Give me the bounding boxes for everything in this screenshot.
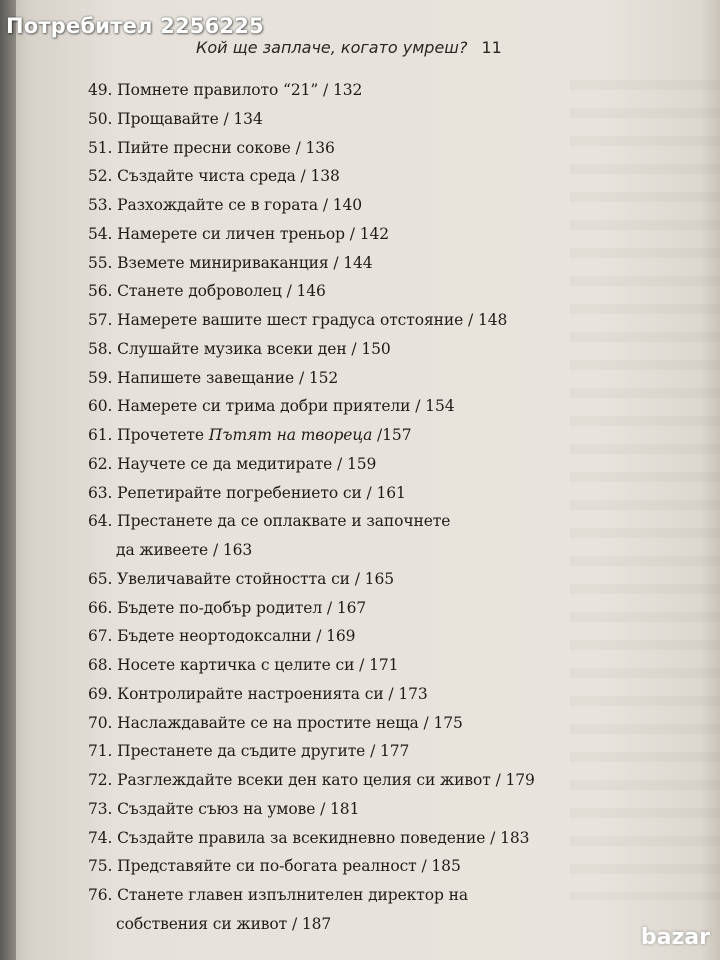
toc-entry-continuation: собствения си живот / 187 <box>116 914 332 933</box>
toc-entry <box>88 450 648 479</box>
running-head <box>196 38 502 57</box>
toc-entry <box>88 594 648 623</box>
toc-entry <box>88 766 648 795</box>
user-watermark: Потребител 2256225 <box>6 14 264 38</box>
toc-entry-text: 65. Увеличавайте стойността си / 165 <box>88 569 394 588</box>
toc-entry <box>88 622 648 651</box>
toc-entry-text: 75. Представяйте си по-богата реалност / 185 <box>88 857 461 876</box>
toc-entry-text: 66. Бъдете по-добър родител / 167 <box>88 598 367 617</box>
toc-entry-text: 71. Престанете да съдите другите / 177 <box>88 742 410 761</box>
toc-entry-text: 57. Намерете вашите шест градуса отстояние / 148 <box>88 311 508 329</box>
toc-entry-text: 63. Репетирайте погребението си / 161 <box>88 483 406 502</box>
toc-entry-text: 58. Слушайте музика всеки ден / 150 <box>88 339 391 358</box>
toc-entry-text: 69. Контролирайте настроенията си / 173 <box>88 684 428 703</box>
toc-entry <box>88 76 648 105</box>
toc-entry <box>88 335 648 364</box>
toc-entry-text: 54. Намерете си личен треньор / 142 <box>88 224 389 243</box>
toc-entry-text: 74. Създайте правила за всекидневно поведение / 183 <box>88 828 530 847</box>
toc-entry-text: 64. Престанете да се оплаквате и започнете <box>88 512 451 531</box>
toc-entry <box>88 134 648 163</box>
toc-entry <box>88 651 648 680</box>
toc-entry-text: 67. Бъдете неортодоксални / 169 <box>88 627 356 646</box>
toc-entry <box>88 306 648 335</box>
toc-entry-text: 49. Помнете правилото “21” / 132 <box>88 81 363 99</box>
toc-entry <box>88 277 648 306</box>
toc-entry-italic-title: Пътят на твореца <box>208 426 373 444</box>
toc-entry <box>88 565 648 594</box>
toc-entry <box>88 162 648 191</box>
toc-entry-text: 51. Пийте пресни сокове / 136 <box>88 138 335 157</box>
toc-entry-text: 70. Наслаждавайте се на простите неща / 175 <box>88 713 463 732</box>
toc-entry <box>88 364 648 393</box>
page-number: 11 <box>481 38 502 57</box>
toc-entry-text: 68. Носете картичка с целите си / 171 <box>88 656 399 674</box>
toc-entry-text: 60. Намерете си трима добри приятели / 154 <box>88 397 455 416</box>
toc-entry-text: 59. Напишете завещание / 152 <box>88 368 339 387</box>
toc-entry <box>88 881 648 939</box>
toc-entry-text: 53. Разхождайте се в гората / 140 <box>88 196 363 214</box>
toc-entry <box>88 105 648 134</box>
toc-entry-text: 72. Разглеждайте всеки ден като целия си живот / 179 <box>88 771 535 789</box>
toc-entry <box>88 421 648 450</box>
toc-entry-text: 52. Създайте чиста среда / 138 <box>88 167 340 186</box>
toc-entry-page: /157 <box>372 426 412 444</box>
toc-entry-text: 62. Научете се да медитирате / 159 <box>88 454 377 473</box>
toc-entry <box>88 507 648 565</box>
toc-entry <box>88 737 648 766</box>
toc-entry <box>88 795 648 824</box>
toc-entry <box>88 191 648 220</box>
table-of-contents <box>88 76 648 939</box>
toc-entry-text: 50. Прощавайте / 134 <box>88 109 263 128</box>
toc-entry <box>88 220 648 249</box>
toc-entry <box>88 709 648 738</box>
toc-entry <box>88 392 648 421</box>
toc-entry-continuation: да живеете / 163 <box>116 541 253 559</box>
book-spine-shadow <box>0 0 16 960</box>
toc-entry-text: 56. Станете доброволец / 146 <box>88 282 326 301</box>
toc-entry <box>88 680 648 709</box>
toc-entry-text: 61. Прочетете <box>88 426 209 444</box>
toc-entry-text: 55. Вземете минириваканция / 144 <box>88 253 373 272</box>
toc-entry-text: 73. Създайте съюз на умове / 181 <box>88 799 360 818</box>
bazar-logo: bazar <box>640 925 710 950</box>
toc-entry <box>88 479 648 508</box>
toc-entry <box>88 249 648 278</box>
toc-entry-text: 76. Станете главен изпълнителен директор на <box>88 886 468 904</box>
book-title: Кой ще заплаче, когато умреш? <box>196 38 468 57</box>
toc-entry <box>88 852 648 881</box>
toc-entry <box>88 824 648 853</box>
